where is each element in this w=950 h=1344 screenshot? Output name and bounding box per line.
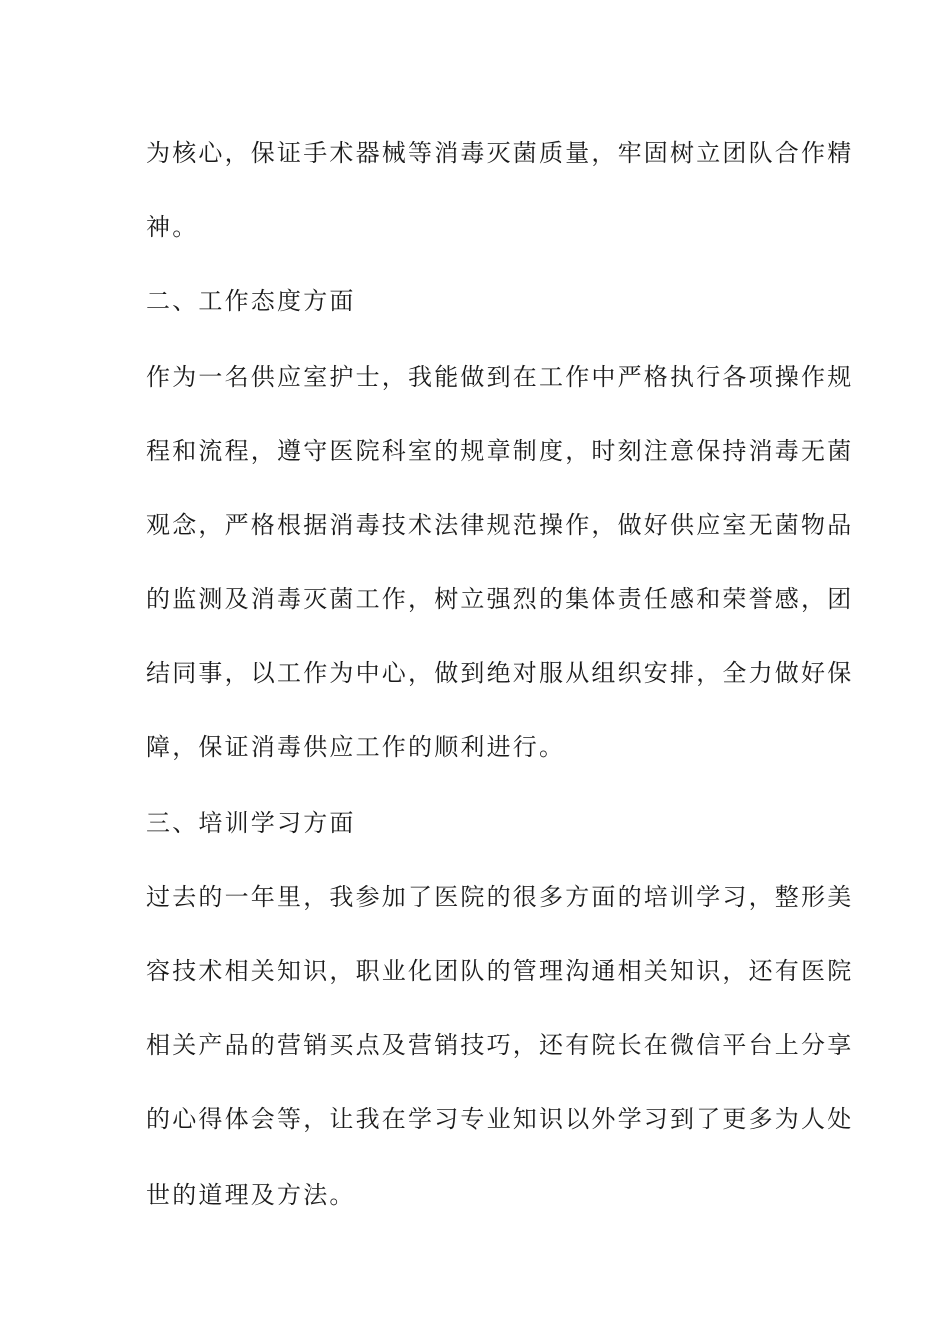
paragraph-line: 世的道理及方法。 xyxy=(146,1181,356,1209)
paragraph-line: 的监测及消毒灭菌工作，树立强烈的集体责任感和荣誉感，团 xyxy=(146,585,854,613)
paragraph-line: 结同事，以工作为中心，做到绝对服从组织安排，全力做好保 xyxy=(146,659,854,687)
paragraph-line: 容技术相关知识，职业化团队的管理沟通相关知识，还有医院 xyxy=(146,957,854,985)
section-heading: 三、培训学习方面 xyxy=(146,809,356,837)
paragraph-line: 程和流程，遵守医院科室的规章制度，时刻注意保持消毒无菌 xyxy=(146,437,854,465)
section-heading: 二、工作态度方面 xyxy=(146,287,356,315)
paragraph-line: 的心得体会等，让我在学习专业知识以外学习到了更多为人处 xyxy=(146,1105,854,1133)
paragraph-line: 相关产品的营销买点及营销技巧，还有院长在微信平台上分享 xyxy=(146,1031,854,1059)
paragraph-line: 障，保证消毒供应工作的顺利进行。 xyxy=(146,733,566,761)
paragraph-line: 为核心，保证手术器械等消毒灭菌质量，牢固树立团队合作精 xyxy=(146,139,854,167)
paragraph-line: 神。 xyxy=(146,213,199,241)
paragraph-line: 作为一名供应室护士，我能做到在工作中严格执行各项操作规 xyxy=(146,363,854,391)
paragraph-line: 过去的一年里，我参加了医院的很多方面的培训学习，整形美 xyxy=(146,883,854,911)
paragraph-line: 观念，严格根据消毒技术法律规范操作，做好供应室无菌物品 xyxy=(146,511,854,539)
